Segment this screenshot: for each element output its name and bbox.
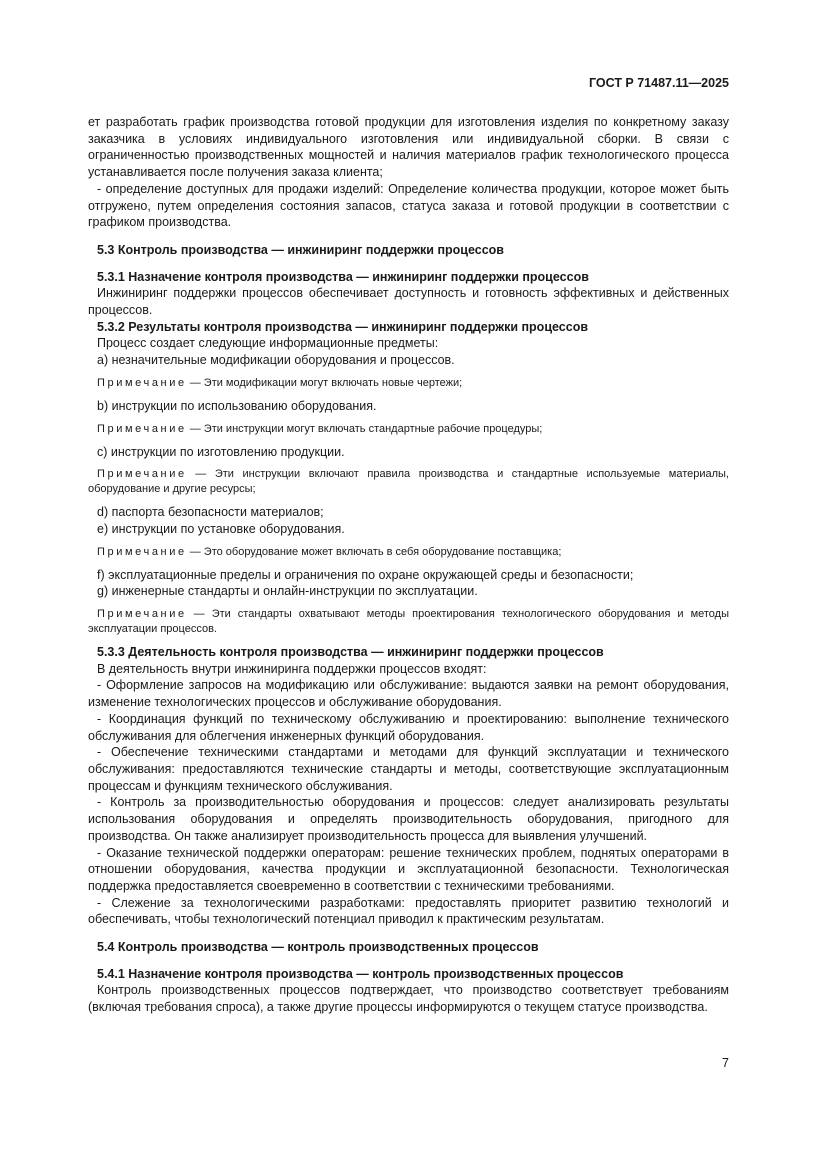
note [88, 422, 729, 437]
page-number: 7 [722, 1056, 729, 1070]
note-text: — Эти инструкции могут включать стандартные рабочие процедуры; [186, 422, 543, 435]
list-item: d) паспорта безопасности материалов; [97, 505, 324, 520]
paragraph: ет разработать график производства готовой продукции для изготовления изделия по конкретному заказу заказчика в условиях индивидуального изготовления или индивидуальной сборки. В связи с ограниченностью производственных мощностей и наличия материалов график технологического процесса устанавливается после получения заказа клиента; [88, 115, 729, 180]
paragraph: Инжиниринг поддержки процессов обеспечивает доступность и готовность эффективных и действенных процессов. [88, 286, 729, 318]
section-heading-5-3: 5.3 Контроль производства — инжиниринг поддержки процессов [97, 242, 504, 257]
page-content [88, 114, 729, 1016]
note-text: — Это оборудование может включать в себя оборудование поставщика; [186, 545, 562, 558]
list-item: b) инструкции по использованию оборудования. [97, 398, 377, 413]
note [88, 545, 729, 560]
section-heading-5-3-2: 5.3.2 Результаты контроля производства — инжиниринг поддержки процессов [97, 319, 589, 334]
note-text: — Эти инструкции включают правила производства и стандартные используемые материалы, оборудование и другие ресурсы; [88, 468, 729, 496]
list-item: - Оказание технической поддержки операторам: решение технических проблем, поднятых операторами в отношении оборудования, качества продукции и эксплуатационной безопасности. Технологическая поддержка предоставляется своевременно в соответствии с техническими требованиями. [88, 845, 729, 893]
section-heading-5-3-3: 5.3.3 Деятельность контроля производства — инжиниринг поддержки процессов [97, 645, 604, 660]
list-item: - Координация функций по техническому обслуживанию и проектированию: выполнение технического обслуживания для облегчения инженерных функций оборудования. [88, 711, 729, 743]
note [88, 607, 729, 637]
document-number: ГОСТ Р 71487.11—2025 [588, 76, 729, 90]
note-label: Примечание [97, 422, 187, 435]
note-label: Примечание [97, 545, 187, 558]
section-heading-5-4: 5.4 Контроль производства — контроль производственных процессов [97, 940, 539, 955]
list-item: a) незначительные модификации оборудования и процессов. [97, 353, 455, 368]
note-text: — Эти модификации могут включать новые чертежи; [186, 376, 463, 389]
note [88, 376, 729, 391]
list-item: g) инженерные стандарты и онлайн-инструкции по эксплуатации. [97, 584, 478, 599]
list-item: - Слежение за технологическими разработками: предоставлять приоритет развитию технологий и обеспечивать, чтобы технологический потенциал приводил к практическим результатам. [88, 895, 729, 927]
list-item: - Контроль за производительностью оборудования и процессов: следует анализировать результаты использования оборудования и определять производительность оборудования, пригодного для производства. Он также анализирует производительность процесса для выявления улучшений. [88, 795, 729, 843]
paragraph: Контроль производственных процессов подтверждает, что производство соответствует требованиям (включая требования спроса), а также другие процессы информируются о текущем статусе производства. [88, 983, 729, 1015]
note-label: Примечание [97, 608, 187, 621]
note [88, 467, 729, 497]
list-item: c) инструкции по изготовлению продукции. [97, 444, 345, 459]
list-item: - Обеспечение техническими стандартами и методами для функций эксплуатации и технического обслуживания: предоставляются технические стандарты и методы, соответствующие эксплуатационным процессам и функциям технического обслуживания. [88, 745, 729, 793]
section-heading-5-4-1: 5.4.1 Назначение контроля производства — контроль производственных процессов [97, 966, 624, 981]
paragraph: В деятельность внутри инжиниринга поддержки процессов входят: [97, 661, 487, 676]
paragraph: Процесс создает следующие информационные предметы: [97, 336, 439, 351]
note-label: Примечание [97, 376, 187, 389]
paragraph: - определение доступных для продажи изделий: Определение количества продукции, которое может быть отгружено, путем определения состояния запасов, статуса заказа и готовой продукции в соответствии с графиком производства. [88, 181, 729, 230]
section-heading-5-3-1: 5.3.1 Назначение контроля производства — инжиниринг поддержки процессов [97, 269, 589, 284]
note-text: — Эти стандарты охватывают методы проектирования технологического оборудования и методы эксплуатации процессов. [88, 608, 729, 636]
list-item: f) эксплуатационные пределы и ограничения по охране окружающей среды и безопасности; [97, 567, 634, 582]
list-item: - Оформление запросов на модификацию или обслуживание: выдаются заявки на ремонт оборудования, изменение технологических процессов и обслуживание оборудования. [88, 678, 729, 710]
list-item: e) инструкции по установке оборудования. [97, 521, 345, 536]
note-label: Примечание [97, 468, 187, 481]
